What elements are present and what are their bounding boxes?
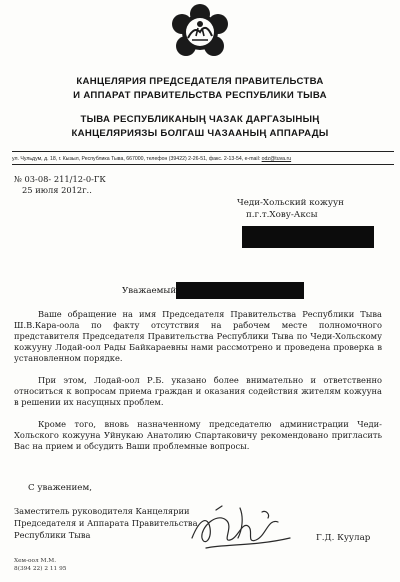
handwritten-signature-icon <box>186 498 296 558</box>
body-paragraph-1: Ваше обращение на имя Председателя Правительства Республики Тыва Ш.В.Кара-оола по факту отсутствия на рабочем месте полномочного представителя Председателя Правительства Республики Тыва по Чеди-Хольскому кожууну Лодай-оол Рады Байкараевны нами рассмотрено и проведена проверка в установленном порядке. <box>14 309 382 364</box>
document-date: 25 июля 2012г.. <box>22 185 92 195</box>
addressee-line1: Чеди-Хольский кожуун <box>237 198 344 208</box>
closing-line: С уважением, <box>28 483 92 493</box>
emblem-seal-icon <box>168 2 232 66</box>
addressee-line2: п.г.т.Хову-Аксы <box>246 210 318 220</box>
contacts-line <box>12 156 394 162</box>
header-ru-line1: КАНЦЕЛЯРИЯ ПРЕДСЕДАТЕЛЯ ПРАВИТЕЛЬСТВА <box>76 76 324 87</box>
contacts-email: odz@tuva.ru <box>261 156 292 162</box>
body-paragraph-3: Кроме того, вновь назначенному председателю администрации Чеди-Хольского кожууна Уйнукаю Анатолию Спартаковичу рекомендовано пригласить Вас на прием и обсудить Ваши проблемные вопросы. <box>14 419 382 452</box>
performer-name: Хем-оол М.М. <box>14 558 57 564</box>
greeting: Уважаемый <box>122 286 177 296</box>
performer-phone: 8(394 22) 2 11 95 <box>14 566 67 572</box>
signer-name: Г.Д. Куулар <box>316 533 371 543</box>
signature-title-line2: Председателя и Аппарата Правительства <box>14 518 198 528</box>
header-tyv-line2: КАНЦЕЛЯРИЯЗЫ БОЛГАШ ЧАЗААНЫҢ АППАРАДЫ <box>71 128 329 139</box>
header-tyv-line1: ТЫВА РЕСПУБЛИКАНЫҢ ЧАЗАК ДАРГАЗЫНЫҢ <box>80 114 320 125</box>
signature-title-line1: Заместитель руководителя Канцелярии <box>14 506 190 516</box>
performer-block <box>14 557 66 573</box>
body-paragraph-2: При этом, Лодай-оол Р.Б. указано более внимательно и ответственно относиться к вопросам приема граждан и оказания содействия жителям кожууна в решении их насущных проблем. <box>14 375 382 408</box>
contacts-text: ул. Чульдум, д. 18, г. Кызыл, Республика Тыва, 667000, телефон (39422) 2-26-51, факс. 2-13-54, e-mail: <box>12 156 262 162</box>
header-divider-top <box>12 151 394 152</box>
header-ru-line2: И АППАРАТ ПРАВИТЕЛЬСТВА РЕСПУБЛИКИ ТЫВА <box>73 90 327 101</box>
document-number: № 03-08- 211/12-0-ГК <box>14 174 106 184</box>
header-divider-bottom <box>12 164 394 165</box>
redacted-greeting-name <box>176 282 304 299</box>
signature-title-line3: Республики Тыва <box>14 530 91 540</box>
redacted-addressee-name <box>242 226 374 248</box>
